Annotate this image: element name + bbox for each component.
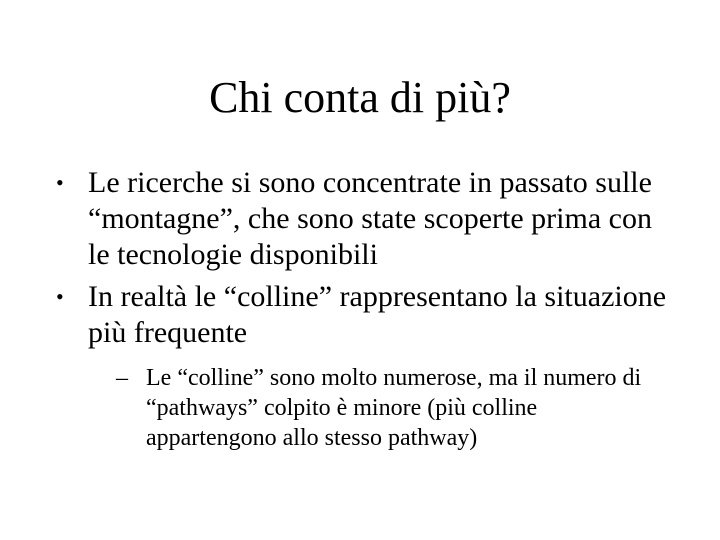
bullet-marker: • (56, 284, 64, 309)
bullet-text: In realtà le “colline” rappresentano la situazione più frequente (88, 280, 667, 349)
slide-title: Chi conta di più? (209, 73, 511, 122)
bullet-item (54, 165, 674, 273)
bullet-list (54, 165, 674, 453)
sub-bullet-item (116, 363, 646, 453)
bullet-item (54, 279, 674, 351)
bullet-marker: • (56, 170, 64, 195)
sub-bullet-text: Le “colline” sono molto numerose, ma il numero di “pathways” colpito è minore (più colline appartengono allo stesso pathway) (146, 365, 642, 451)
sub-bullet-marker: – (116, 365, 128, 391)
bullet-text: Le ricerche si sono concentrate in passato sulle “montagne”, che sono state scoperte prima con le tecnologie disponibili (88, 166, 652, 271)
